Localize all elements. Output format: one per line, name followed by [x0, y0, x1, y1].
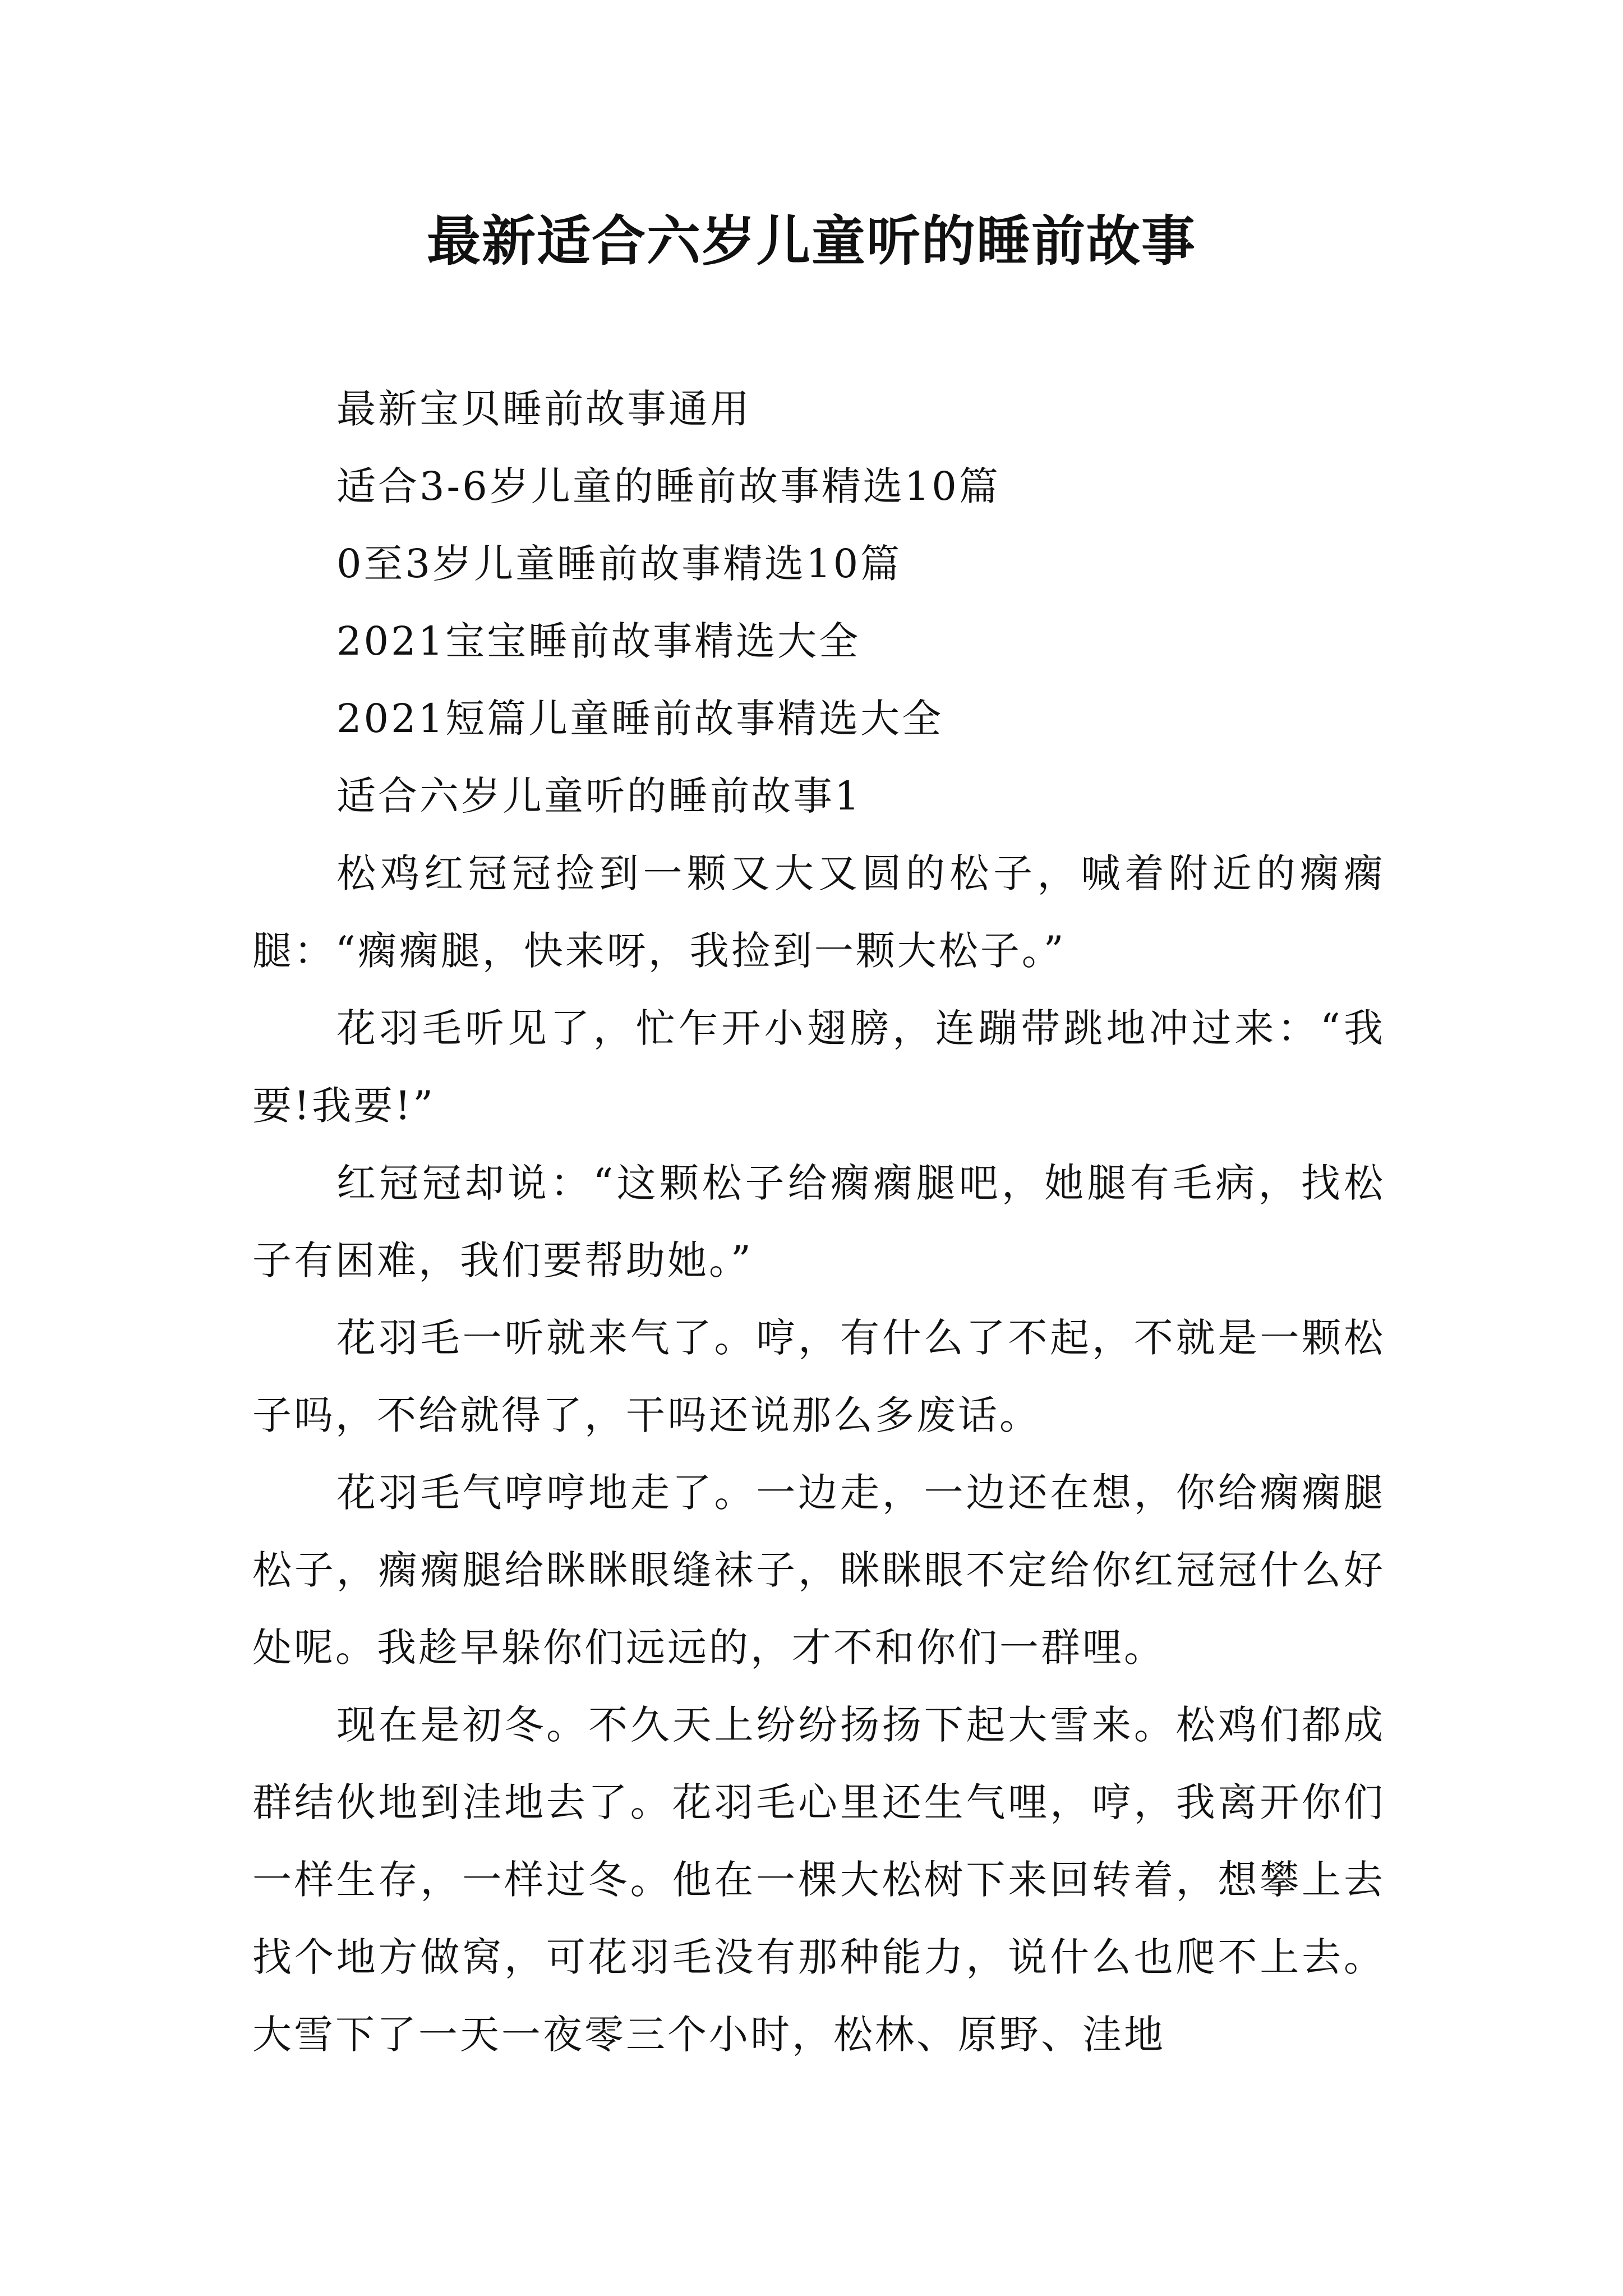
paragraph: 红冠冠却说：“这颗松子给瘸瘸腿吧，她腿有毛病，找松子有困难，我们要帮助她。” — [252, 1160, 1385, 1283]
toc-item: 最新宝贝睡前故事通用 — [336, 386, 751, 432]
paragraph: 花羽毛气哼哼地走了。一边走，一边还在想，你给瘸瘸腿松子，瘸瘸腿给眯眯眼缝袜子，眯眯眼不定给你红冠冠什么好处呢。我趁早躲你们远远的，才不和你们一群哩。 — [252, 1470, 1385, 1671]
document-body — [252, 370, 1385, 2073]
toc-list — [252, 370, 1385, 835]
paragraph: 松鸡红冠冠捡到一颗又大又圆的松子，喊着附近的瘸瘸腿：“瘸瘸腿，快来呀，我捡到一颗大松子。” — [252, 850, 1385, 974]
document-title: 最新适合六岁儿童听的睡前故事 — [427, 209, 1196, 273]
story-text — [252, 835, 1385, 2073]
toc-item: 2021宝宝睡前故事精选大全 — [336, 618, 861, 664]
paragraph: 现在是初冬。不久天上纷纷扬扬下起大雪来。松鸡们都成群结伙地到洼地去了。花羽毛心里还生气哩，哼，我离开你们一样生存，一样过冬。他在一棵大松树下来回转着，想攀上去找个地方做窝，可花羽毛没有那种能力，说什么也爬不上去。大雪下了一天一夜零三个小时，松林、原野、洼地 — [252, 1702, 1385, 2058]
toc-item: 2021短篇儿童睡前故事精选大全 — [336, 696, 944, 742]
toc-item: 0至3岁儿童睡前故事精选10篇 — [336, 541, 902, 587]
toc-item: 适合3-6岁儿童的睡前故事精选10篇 — [336, 463, 1000, 509]
paragraph: 花羽毛听见了，忙乍开小翅膀，连蹦带跳地冲过来：“我要!我要!” — [252, 1005, 1385, 1129]
section-heading: 适合六岁儿童听的睡前故事1 — [336, 773, 862, 819]
paragraph: 花羽毛一听就来气了。哼，有什么了不起，不就是一颗松子吗，不给就得了，干吗还说那么多废话。 — [252, 1315, 1385, 1438]
